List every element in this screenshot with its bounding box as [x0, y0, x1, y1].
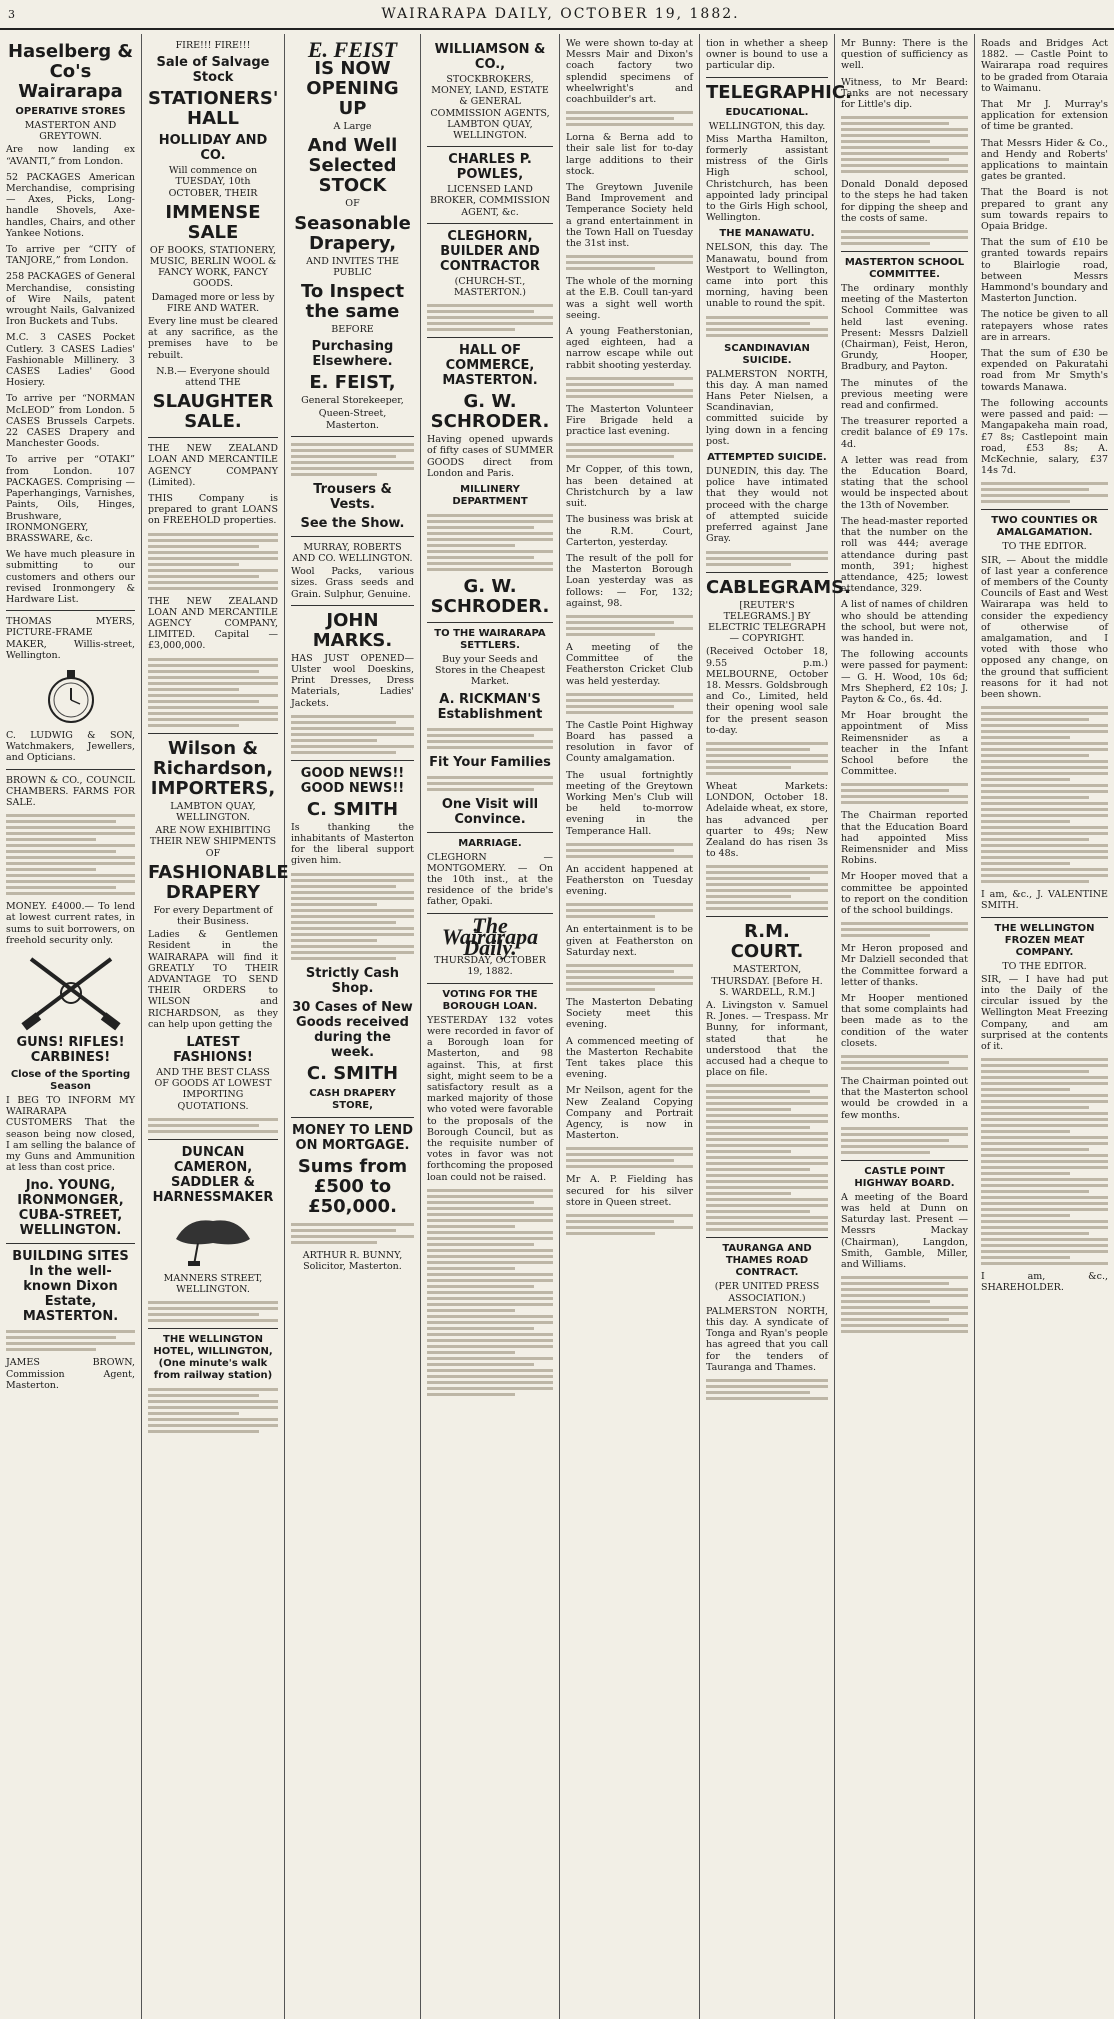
news-paragraph: Miss Martha Hamilton, formerly assistant mistress of the Girls High school, Christchurch, has been appointed lady principal to the Girls High school, Wellington. — [706, 133, 828, 224]
news-paragraph: That the sum of £10 be granted towards repairs to Blairlogie road, between Messrs Hammond's boundary and Masterton Junction. — [981, 237, 1108, 305]
ad-heading: E. FEIST — [307, 37, 398, 62]
newspaper-nameplate: The Wairarapa Daily. — [441, 912, 539, 961]
ad-text: We have much pleasure in submitting to our customers and others our revised Ironmongery & Hardware List. — [6, 549, 135, 605]
ad-heading: STATIONERS' HALL — [148, 88, 279, 130]
ad-heading: MONEY TO LEND ON MORTGAGE. — [292, 1122, 413, 1153]
ad-heading: To Inspect the same — [300, 281, 405, 323]
ad-text: THE NEW ZEALAND LOAN AND MERCANTILE AGENCY COMPANY (Limited). — [148, 443, 278, 488]
news-paragraph: The business was brisk at the R.M. Court, Carterton, yesterday. — [566, 514, 693, 548]
text-block — [148, 1388, 278, 1433]
guns-heading: GUNS! RIFLES! CARBINES! — [16, 1034, 125, 1065]
news-paragraph: The Castle Point Highway Board has passed a resolution in favor of County amalgamation. — [566, 719, 693, 765]
divider — [291, 605, 414, 606]
ad-heading: THE WELLINGTON HOTEL, WILLINGTON, (One minute's walk from railway station) — [153, 1334, 273, 1382]
ad-heading: BUILDING SITES In the well-known Dixon Estate, MASTERTON. — [12, 1249, 129, 1325]
section-heading: TAURANGA AND THAMES ROAD CONTRACT. — [722, 1243, 812, 1279]
text-block — [566, 1214, 693, 1235]
subsection-heading: SCANDINAVIAN SUICIDE. — [724, 342, 810, 366]
ad-text: I BEG TO INFORM MY WAIRARAPA CUSTOMERS That the season being now closed, I am selling the balance of my Guns and Ammunition at less than cost price. — [6, 1094, 135, 1174]
pocket-watch-icon — [41, 666, 101, 726]
column-1 — [0, 34, 142, 2019]
news-paragraph: A letter was read from the Education Board, stating that the school would be inspected about the 13th of November. — [841, 454, 968, 511]
dateline: THURSDAY, OCTOBER 19, 1882. — [434, 955, 546, 978]
section-heading: CABLEGRAMS. — [706, 576, 851, 598]
ad-text: BEFORE — [331, 324, 374, 336]
ad-heading: MILLINERY DEPARTMENT — [452, 484, 528, 508]
ad-text: AND INVITES THE PUBLIC — [306, 255, 399, 278]
text-block — [841, 1055, 968, 1070]
ad-text: ARTHUR R. BUNNY, Solicitor, Masterton. — [302, 1249, 403, 1272]
ad-heading: A. RICKMAN'S Establishment — [437, 691, 543, 722]
text-block — [427, 304, 553, 331]
news-paragraph: Mr Hoar brought the appointment of Miss Reimensnider as a teacher in the Infant School before the Committee. — [841, 710, 968, 778]
text-block — [981, 1058, 1108, 1265]
ad-text: Queen-Street, Masterton. — [318, 408, 387, 431]
ad-text: HAS JUST OPENED— Ulster wool Doeskins, Print Dresses, Dress Materials, Ladies' Jackets. — [291, 652, 414, 709]
ad-text: MANNERS STREET, WELLINGTON. — [163, 1272, 263, 1295]
ad-heading: LATEST FASHIONS! — [173, 1034, 253, 1065]
ad-text: Buy your Seeds and Stores in the Cheapest Market. — [435, 654, 545, 688]
divider — [148, 1139, 278, 1140]
ad-signature: Jno. YOUNG, IRONMONGER, CUBA-STREET, WELLINGTON. — [17, 1178, 124, 1239]
text-block — [291, 1223, 414, 1244]
divider — [148, 437, 278, 438]
ad-heading: IMMENSE SALE — [165, 201, 261, 243]
ad-text: LICENSED LAND BROKER, COMMISSION AGENT, &c. — [429, 184, 551, 218]
ad-heading: Sale of Salvage Stock — [156, 55, 270, 86]
text-block — [427, 1189, 553, 1396]
news-paragraph: A young Featherstonian, aged eighteen, had a narrow escape while out rabbit shooting yesterday. — [566, 326, 693, 371]
ad-text: 258 PACKAGES of General Merchandise, consisting of Wire Nails, patent wrought Nails, Galvanized Iron Buckets and Tubs. — [6, 271, 135, 328]
ad-subheading: OPERATIVE STORES — [15, 106, 126, 117]
ad-text: 52 PACKAGES American Merchandise, comprising — Axes, Picks, Long-handle Shovels, Axe-handles, Chairs, and other Yankee Notions. — [6, 171, 135, 239]
divider — [6, 769, 135, 770]
divider — [427, 337, 553, 338]
ad-heading: G. W. SCHRODER. — [430, 391, 550, 433]
text-block — [706, 551, 828, 566]
divider — [148, 1328, 278, 1329]
news-paragraph: The ordinary monthly meeting of the Masterton School Committee was held last evening. Present: Messrs Dalziell (Chairman), Feist, Heron, Grundy, Hooper, Bradbury, and Payton. — [841, 283, 968, 373]
ad-text: LAMBTON QUAY, WELLINGTON. — [170, 800, 256, 823]
ad-text: C. LUDWIG & SON, Watchmakers, Jewellers, and Opticians. — [6, 729, 135, 764]
dateline: MASTERTON, THURSDAY. [Before H. S. WARDELL, R.M.] — [711, 964, 823, 998]
ad-heading: CLEGHORN, BUILDER AND CONTRACTOR — [440, 228, 540, 274]
text-block — [841, 1276, 968, 1333]
news-paragraph: The Chairman reported that the Education Board had appointed Miss Reimensnider and Miss Robins. — [841, 810, 968, 867]
saddle-icon — [168, 1209, 258, 1269]
news-paragraph: Mr Copper, of this town, has been detained at Christchurch by a law suit. — [566, 464, 693, 510]
ad-text: N.B.— Everyone should attend THE — [156, 365, 270, 389]
text-block — [841, 116, 968, 173]
news-paragraph: Mr Hooper moved that a committee be appointed to report on the condition of the school buildings. — [841, 871, 968, 916]
ad-heading: FASHIONABLE DRAPERY — [148, 861, 289, 903]
text-block — [706, 316, 828, 337]
divider — [291, 436, 414, 437]
ad-heading: JOHN MARKS. — [312, 609, 393, 651]
ad-heading: E. FEIST, — [309, 372, 396, 394]
news-paragraph: We were shown to-day at Messrs Mair and Dixon's coach factory two splendid specimens of wheelwright's and coachbuilder's art. — [566, 38, 693, 106]
ad-heading: WILLIAMSON & CO., — [434, 42, 546, 72]
ad-text: Having opened upwards of fifty cases of SUMMER GOODS direct from London and Paris. — [427, 434, 553, 479]
news-paragraph: The notice be given to all ratepayers whose rates are in arrears. — [981, 309, 1108, 343]
news-paragraph: Donald Donald deposed to the steps he had taken for dipping the sheep and the costs of same. — [841, 179, 968, 224]
divider — [981, 509, 1108, 510]
news-paragraph: The result of the poll for the Masterton Borough Loan yesterday was as follows: — For, 132; against, 98. — [566, 552, 693, 609]
text-block — [566, 255, 693, 270]
text-block — [148, 1118, 278, 1133]
news-paragraph: DUNEDIN, this day. The police have intimated that they would not proceed with the charge of attempted suicide preferred against Jane Gray. — [706, 466, 828, 545]
news-paragraph: A. Livingston v. Samuel R. Jones. — Trespass. Mr Bunny, for informant, stated that he understood that the accused had a cheque to place on file. — [706, 999, 828, 1079]
divider — [427, 983, 553, 984]
divider — [291, 760, 414, 761]
ad-heading: DUNCAN CAMERON, SADDLER & HARNESSMAKER — [152, 1144, 274, 1205]
text-block — [981, 706, 1108, 883]
ad-text: Ladies & Gentlemen Resident in the WAIRARAPA will find it GREATLY TO THEIR ADVANTAGE TO SEND THEIR ORDERS to WILSON and RICHARDSON, as they can help upon getting the — [148, 929, 278, 1030]
editorial-text: YESTERDAY 132 votes were recorded in favor of a Borough loan for Masterton, and 98 against. This, at first sight, might seem to be a satisfactory result as a marked majority of those who voted were favorable to the proposals of the Borough Council, but as the requisite number of votes in favor was not forthcoming the proposed loan could not be raised. — [427, 1014, 553, 1183]
text-block — [981, 482, 1108, 503]
news-paragraph: The Chairman pointed out that the Masterton school would be crowded in a few months. — [841, 1076, 968, 1121]
ad-heading: SLAUGHTER SALE. — [152, 391, 274, 433]
text-block — [841, 230, 968, 245]
news-paragraph: Mr A. P. Fielding has secured for his silver store in Queen street. — [566, 1174, 693, 1208]
ad-text: MURRAY, ROBERTS AND CO. WELLINGTON. — [292, 541, 413, 565]
news-paragraph: The following accounts were passed and paid: — Mangapakeha main road, £7 8s; Castlepoint main road, £53 8s; A. McKechnie, salary, £37 14s 7d. — [981, 397, 1108, 477]
ad-text: JAMES BROWN, Commission Agent, Masterton. — [6, 1357, 135, 1391]
divider — [6, 1243, 135, 1244]
text-block — [566, 903, 693, 918]
ad-text: Are now landing ex “AVANTI,” from London. — [6, 144, 135, 167]
news-paragraph: The treasurer reported a credit balance of £9 17s. 4d. — [841, 416, 968, 450]
news-paragraph: That the Board is not prepared to grant any sum towards repairs to Opaia Bridge. — [981, 187, 1108, 233]
divider — [427, 146, 553, 147]
ad-place: MASTERTON AND GREYTOWN. — [24, 120, 117, 143]
ad-heading: HALL OF COMMERCE, MASTERTON. — [442, 343, 538, 389]
divider — [291, 1117, 414, 1118]
ad-text: A Large — [333, 121, 372, 133]
ad-heading: HOLLIDAY AND CO. — [158, 133, 268, 164]
ad-heading: GOOD NEWS!! GOOD NEWS!! — [300, 765, 405, 796]
ad-heading: CHARLES P. POWLES, — [448, 152, 532, 183]
news-paragraph: That the sum of £30 be expended on Pakuratahi road from Mr Smyth's towards Manawa. — [981, 348, 1108, 393]
ad-heading: Seasonable Drapery, — [294, 212, 411, 254]
letter-salutation: TO THE EDITOR. — [1002, 960, 1087, 972]
news-paragraph: A commenced meeting of the Masterton Rechabite Tent takes place this evening. — [566, 1035, 693, 1081]
letter-text: SIR, — I have had put into the Daily of the circular issued by the Wellington Meat Freezing Company, and am surprised at the contents of it. — [981, 973, 1108, 1052]
news-paragraph: The Masterton Volunteer Fire Brigade held a practice last evening. — [566, 403, 693, 438]
news-paragraph: An entertainment is to be given at Featherston on Saturday next. — [566, 924, 693, 958]
news-paragraph: Mr Heron proposed and Mr Dalziell seconded that the Committee forward a letter of thanks. — [841, 943, 968, 988]
ad-heading: And Well Selected STOCK — [307, 135, 398, 197]
ad-heading: G. W. SCHRODER. — [430, 576, 550, 618]
rifles-icon — [16, 951, 126, 1031]
ad-text: AND THE BEST CLASS OF GOODS AT LOWEST IMPORTING QUOTATIONS. — [154, 1066, 272, 1112]
news-paragraph: tion in whether a sheep owner is bound to use a particular dip. — [706, 38, 828, 72]
text-block — [148, 658, 278, 727]
page-number: 3 — [8, 7, 15, 21]
news-paragraph: The usual fortnightly meeting of the Greytown Working Men's Club will be held to-morrow evening in the Temperance Hall. — [566, 769, 693, 837]
text-block — [6, 1330, 135, 1351]
ad-heading: Fit Your Families — [429, 754, 551, 770]
text-block — [566, 693, 693, 714]
divider — [427, 223, 553, 224]
ad-text: OF BOOKS, STATIONERY, MUSIC, BERLIN WOOL & FANCY WORK, FANCY GOODS. — [149, 244, 277, 290]
news-paragraph: Lorna & Berna add to their sale list for to-day large additions to their stock. — [566, 132, 693, 177]
text-block — [566, 377, 693, 398]
article-text: CLEGHORN — MONTGOMERY. — On the 10th inst., at the residence of the bride's father, Opaki. — [427, 851, 553, 908]
letter-signature: I am, &c., J. VALENTINE SMITH. — [981, 889, 1108, 912]
ad-text: FIRE!!! FIRE!!! — [175, 40, 251, 51]
ad-heading: Haselberg & Co's Wairarapa — [7, 41, 134, 102]
news-paragraph: A meeting of the Committee of the Featherston Cricket Club was held yesterday. — [566, 641, 693, 687]
divider — [427, 832, 553, 833]
ad-heading: IS NOW OPENING UP — [306, 58, 399, 120]
ad-heading: Strictly Cash Shop. — [305, 965, 400, 996]
ad-text: BROWN & CO., COUNCIL CHAMBERS. FARMS FOR SALE. — [6, 774, 135, 808]
text-block — [706, 865, 828, 910]
news-paragraph: An accident happened at Featherston on Tuesday evening. — [566, 863, 693, 898]
news-paragraph: A list of names of children who should be attending the school, but were not, was handed in. — [841, 599, 968, 644]
editorial-heading: VOTING FOR THE BOROUGH LOAN. — [442, 988, 538, 1012]
ad-text: Every line must be cleared at any sacrifice, as the premises have to be rebuilt. — [148, 316, 278, 361]
letter-text: SIR, — About the middle of last year a conference of members of the County Councils of East and West Wairarapa was held to consider the expediency of otherwise of amalgamation, and I voted with those who opposed any change, on the ground that sufficient reasons for it had not been shown. — [981, 554, 1108, 700]
news-paragraph: (Received October 18, 9.55 p.m.) MELBOURNE, October 18. Messrs. Goldsbrough and Co., Limited, held their opening wool sale for the present season to-day. — [706, 646, 828, 736]
news-paragraph: Wheat Markets: LONDON, October 18. Adelaide wheat, ex store, has advanced per quarter to 49s; New Zealand do has risen 3s to 48s. — [706, 780, 829, 860]
ad-text: To arrive per “CITY of TANJORE,” from London. — [6, 244, 135, 267]
ad-text: STOCKBROKERS, MONEY, LAND, ESTATE & GENERAL COMMISSION AGENTS, LAMBTON QUAY, WELLINGTON. — [430, 74, 550, 142]
column-4 — [421, 34, 560, 2019]
news-paragraph: Witness, to Mr Beard: Tanks are not necessary for Little's dip. — [841, 76, 968, 111]
news-paragraph: A meeting of the Board was held at Dunn on Saturday last. Present — Messrs Mackay (Chairman), Langdon, Smith, Gamble, Miller, and Williams. — [841, 1191, 968, 1271]
ad-text: Wool Packs, various sizes. Grass seeds and Grain. Sulphur, Genuine. — [291, 566, 414, 600]
text-block — [841, 922, 968, 937]
text-block — [291, 443, 414, 476]
section-heading: THE WELLINGTON FROZEN MEAT COMPANY. — [994, 922, 1095, 958]
divider — [841, 251, 968, 252]
news-paragraph: PALMERSTON NORTH, this day. A syndicate of Tonga and Ryan's people has agreed that you call for the tenders of Tauranga and Thames. — [706, 1305, 828, 1373]
ad-text: (CHURCH-ST., MASTERTON.) — [454, 275, 526, 299]
ad-text: To arrive per “NORMAN McLEOD” from London. 5 CASES Brussels Carpets. 22 CASES Drapery and Manchester Goods. — [6, 393, 135, 450]
text-block — [291, 873, 414, 960]
news-paragraph: Mr Bunny: There is the question of sufficiency as well. — [841, 38, 968, 72]
news-paragraph: The Greytown Juvenile Band Improvement and Temperance Society held a grand entertainment in the Town Hall on Tuesday the 31st inst. — [566, 182, 693, 250]
column-8 — [975, 34, 1114, 2019]
news-paragraph: The following accounts were passed for payment: — G. H. Wood, 10s 6d; Mrs Shepherd, £2 10s; J. Payton & Co., 6s. 4d. — [841, 649, 968, 705]
news-paragraph: That Mr J. Murray's application for extension of time be granted. — [981, 99, 1108, 133]
section-heading: MASTERTON SCHOOL COMMITTEE. — [844, 257, 965, 281]
divider — [841, 1160, 968, 1161]
news-paragraph: PALMERSTON NORTH, this day. A man named Hans Peter Nielsen, a Scandinavian, committed suicide by lying down in a fencing post. — [706, 368, 828, 447]
ad-heading: C. SMITH — [306, 798, 399, 820]
ad-heading: C. SMITH — [306, 1062, 399, 1084]
section-heading: MARRIAGE. — [458, 837, 522, 849]
text-block — [566, 964, 693, 991]
letter-signature: I am, &c., SHAREHOLDER. — [981, 1271, 1108, 1294]
ad-heading: Purchasing Elsewhere. — [311, 339, 394, 370]
news-paragraph: The head-master reported that the number on the roll was 444; average attendance during past month, 391; highest attendance, 425; lowest attendance, 329. — [841, 515, 968, 595]
news-paragraph: Roads and Bridges Act 1882. — Castle Point to Wairarapa road requires to be graded from Otaraia to Waimanu. — [981, 38, 1108, 94]
ad-text: MONEY. £4000.— To lend at lowest current rates, in sums to suit borrowers, on freehold security only. — [6, 901, 135, 946]
ad-heading: TO THE WAIRARAPA SETTLERS. — [434, 628, 546, 652]
subsection-heading: ATTEMPTED SUICIDE. — [707, 452, 827, 464]
text-block — [427, 728, 553, 749]
divider — [706, 1237, 828, 1238]
column-5 — [560, 34, 700, 2019]
section-heading: TWO COUNTIES OR AMALGAMATION. — [991, 515, 1098, 539]
text-block — [706, 742, 828, 775]
news-paragraph: Mr Hooper mentioned that some complaints had been made as to the condition of the water closets. — [841, 993, 968, 1049]
text-block — [291, 715, 414, 754]
divider — [291, 536, 414, 537]
ad-heading: Wilson & Richardson, IMPORTERS, — [150, 737, 276, 799]
text-block — [6, 814, 135, 895]
divider — [706, 77, 828, 78]
subsection-heading: THE MANAWATU. — [719, 228, 815, 240]
text-block — [566, 615, 693, 636]
ad-text: Damaged more or less by FIRE AND WATER. — [151, 291, 275, 314]
divider — [148, 733, 278, 734]
text-block — [566, 1147, 693, 1168]
ad-text: For every Department of their Business. — [153, 904, 273, 927]
ad-text: OF — [345, 198, 360, 210]
ad-text: THIS Company is prepared to grant LOANS on FREEHOLD properties. — [148, 493, 278, 527]
ad-heading: Trousers & Vests. — [313, 481, 392, 512]
text-block — [841, 783, 968, 804]
divider — [706, 916, 828, 917]
ad-text: M.C. 3 CASES Pocket Cutlery. 3 CASES Ladies' Fashionable Millinery. 3 CASES Ladies' Good Hosiery. — [6, 332, 135, 389]
ad-heading: Sums from £500 to £50,000. — [297, 1155, 408, 1217]
masthead-title: WAIRARAPA DAILY, OCTOBER 19, 1882. — [381, 6, 740, 22]
news-paragraph: The whole of the morning at the E.B. Coull tan-yard was a sight well worth seeing. — [566, 276, 693, 321]
text-block — [427, 514, 553, 571]
news-paragraph: That Messrs Hider & Co., and Hendy and Roberts' applications to maintain gates be granted. — [981, 137, 1108, 183]
section-heading: R.M. COURT. — [730, 921, 804, 963]
dateline: (PER UNITED PRESS ASSOCIATION.) — [714, 1281, 820, 1304]
text-block — [566, 111, 693, 126]
news-paragraph: NELSON, this day. The Manawatu, bound from Westport to Wellington, came into port this morning, having been unable to round the spit. — [706, 242, 828, 310]
ad-heading: CASH DRAPERY STORE, — [309, 1087, 396, 1111]
dateline: WELLINGTON, this day. — [708, 120, 826, 132]
ad-heading: 30 Cases of New Goods received during the week. — [292, 999, 413, 1060]
news-paragraph: Mr Neilson, agent for the New Zealand Copying Company and Portrait Agency, is now in Masterton. — [566, 1085, 693, 1142]
divider — [427, 622, 553, 623]
guns-subheading: Close of the Sporting Season — [10, 1068, 131, 1092]
news-paragraph: The minutes of the previous meeting were read and confirmed. — [841, 377, 968, 412]
section-heading: CASTLE POINT HIGHWAY BOARD. — [854, 1165, 955, 1189]
ad-text: Is thanking the inhabitants of Masterton for the liberal support given him. — [291, 821, 414, 867]
news-paragraph: The Masterton Debating Society meet this evening. — [566, 996, 693, 1031]
column-2 — [142, 34, 289, 2019]
ad-text: General Storekeeper, — [301, 395, 404, 407]
text-block — [706, 1379, 828, 1400]
ad-heading: One Visit will Convince. — [441, 796, 539, 827]
subsection-heading: EDUCATIONAL. — [725, 106, 809, 118]
text-block — [566, 843, 693, 858]
masthead — [0, 0, 1114, 30]
text-block — [148, 1301, 278, 1322]
text-block — [841, 1127, 968, 1154]
text-block — [706, 1084, 828, 1231]
columns — [0, 34, 1114, 2019]
ad-text: Will commence on TUESDAY, 10th OCTOBER, THEIR — [168, 165, 258, 199]
ad-text: THE NEW ZEALAND LOAN AND MERCANTILE AGENCY COMPANY, LIMITED. Capital — £3,000,000. — [148, 595, 278, 652]
column-3 — [285, 34, 421, 2019]
divider — [981, 917, 1108, 918]
text-block — [427, 776, 553, 791]
divider — [6, 610, 135, 611]
section-heading: TELEGRAPHIC. — [706, 81, 852, 103]
divider — [706, 572, 828, 573]
letter-salutation: TO THE EDITOR. — [1002, 541, 1087, 553]
text-block — [566, 443, 693, 458]
ad-heading: See the Show. — [300, 515, 405, 531]
dateline: [REUTER'S TELEGRAMS.] BY ELECTRIC TELEGRAPH — COPYRIGHT. — [708, 599, 826, 645]
column-6 — [700, 34, 852, 2019]
ad-text: ARE NOW EXHIBITING THEIR NEW SHIPMENTS OF — [149, 825, 277, 859]
text-block — [148, 533, 278, 590]
column-7 — [835, 34, 975, 2019]
ad-text: THOMAS MYERS, PICTURE-FRAME MAKER, Willis-street, Wellington. — [6, 616, 135, 661]
ad-text: To arrive per “OTAKI” from London. 107 PACKAGES. Comprising — Paperhangings, Varnishes, Paints, Oils, Hinges, Brushware, IRONMONGERY, BRASSWARE, &c. — [6, 454, 135, 544]
